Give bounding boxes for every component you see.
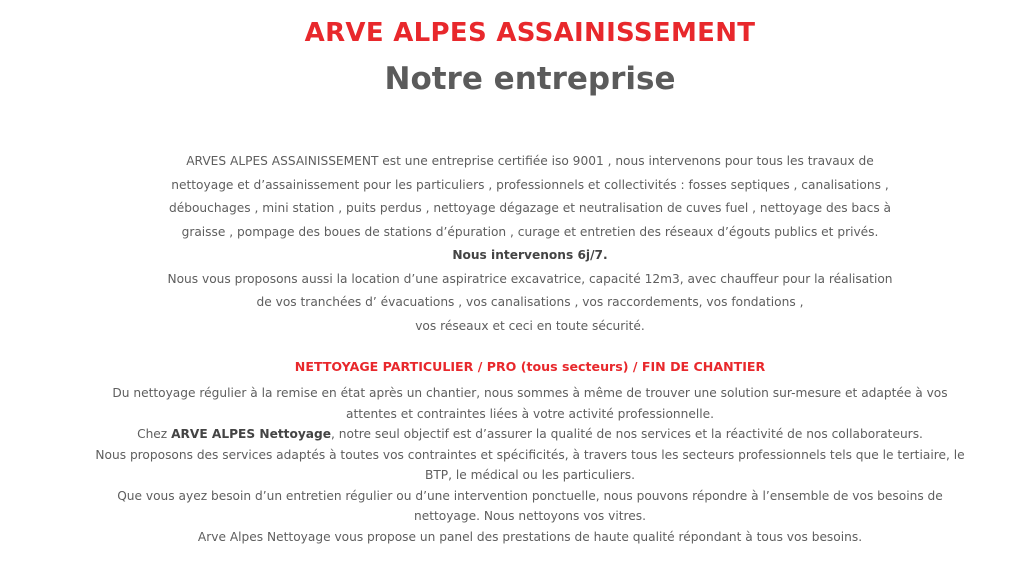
rental-line: vos réseaux et ceci en toute sécurité. xyxy=(415,318,645,333)
cleaning-line xyxy=(90,424,970,445)
intro-line: graisse , pompage des boues de stations d’épuration , curage et entretien des réseaux d’égouts publics et privés. xyxy=(181,224,879,239)
cleaning-line: nettoyage. Nous nettoyons vos vitres. xyxy=(413,509,646,523)
brand-heading: ARVE ALPES ASSAINISSEMENT xyxy=(304,18,756,48)
cleaning-line: Nous proposons des services adaptés à toutes vos contraintes et spécificités, à travers tous les secteurs professionnels tels que le tertiaire, le xyxy=(95,447,965,462)
intro-line: nettoyage et d’assainissement pour les particuliers , professionnels et collectivités : fosses septiques , canalisations , xyxy=(171,177,889,192)
cleaning-line: Arve Alpes Nettoyage vous propose un panel des prestations de haute qualité répondant à tous vos besoins. xyxy=(197,529,863,544)
intro-line: ARVES ALPES ASSAINISSEMENT est une entreprise certifiée iso 9001 , nous intervenons pour tous les travaux de xyxy=(186,154,874,168)
cleaning-brand: ARVE ALPES Nettoyage xyxy=(171,427,332,441)
cleaning-line: attentes et contraintes liées à votre activité professionnelle. xyxy=(346,406,714,421)
intro-section xyxy=(150,150,910,338)
cleaning-heading: NETTOYAGE PARTICULIER / PRO (tous secteurs) / FIN DE CHANTIER xyxy=(294,359,766,374)
cleaning-line: BTP, le médical ou les particuliers. xyxy=(424,468,636,482)
availability-text: Nous intervenons 6j/7. xyxy=(452,248,608,262)
intro-line: débouchages , mini station , puits perdus , nettoyage dégazage et neutralisation de cuves fuel , nettoyage des bacs à xyxy=(168,201,892,215)
cleaning-line: Que vous ayez besoin d’un entretien régulier ou d’une intervention ponctuelle, nous pouvons répondre à l’ensemble de vos besoins de xyxy=(117,488,943,503)
cleaning-suffix: , notre seul objectif est d’assurer la qualité de nos services et la réactivité de nos collaborateurs. xyxy=(331,427,923,441)
page-title: Notre entreprise xyxy=(384,61,676,97)
cleaning-prefix: Chez xyxy=(137,427,172,441)
rental-line: Nous vous proposons aussi la location d’une aspiratrice excavatrice, capacité 12m3, avec chauffeur pour la réalisation xyxy=(167,271,893,286)
cleaning-line: Du nettoyage régulier à la remise en état après un chantier, nous sommes à même de trouver une solution sur-mesure et adaptée à vos xyxy=(112,386,948,400)
cleaning-section xyxy=(90,383,970,547)
rental-line: de vos tranchées d’ évacuations , vos canalisations , vos raccordements, vos fondations , xyxy=(256,295,804,309)
